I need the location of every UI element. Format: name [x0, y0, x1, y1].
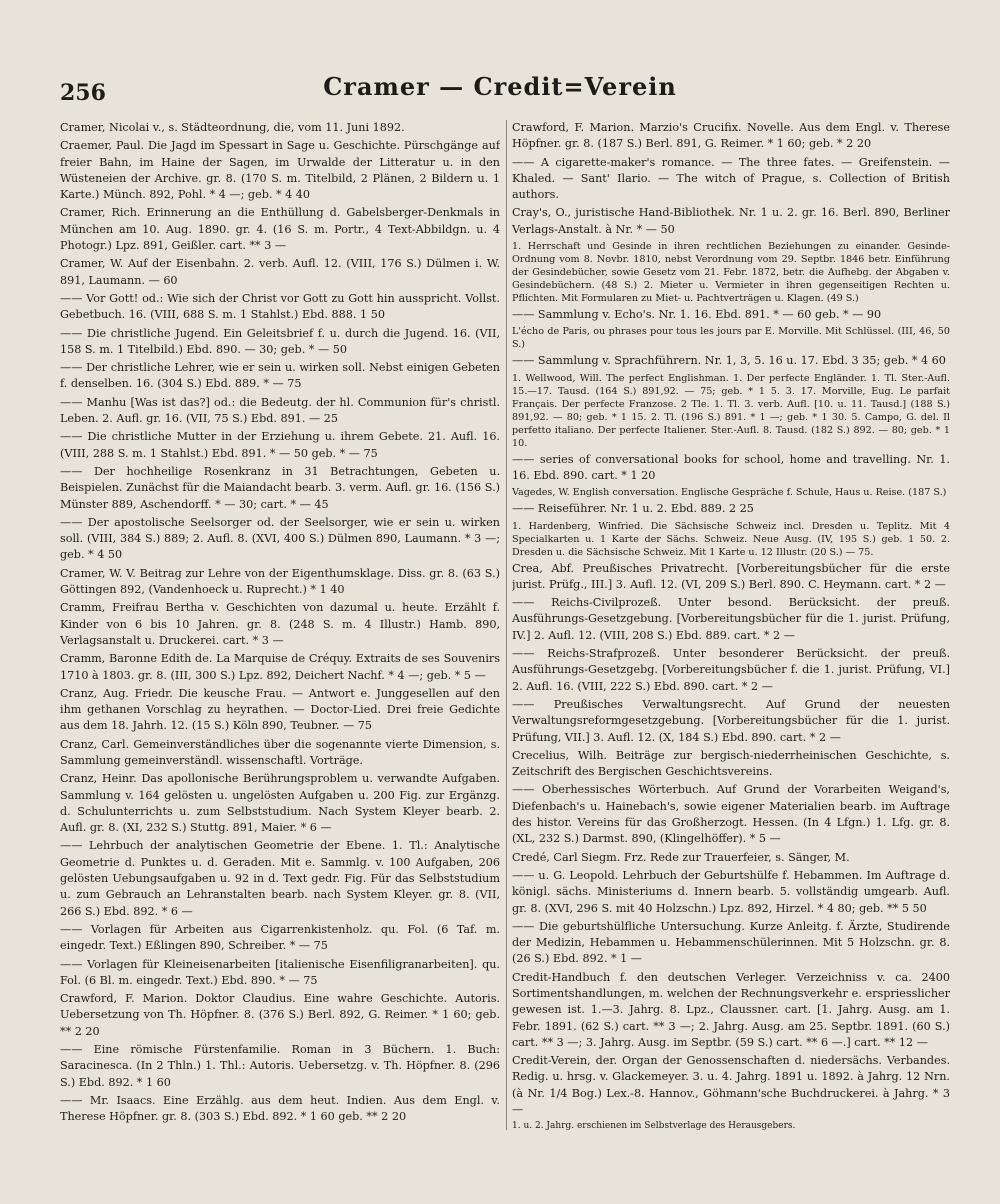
entry: Cranz, Carl. Gemeinverständliches über die sogenannte vierte Dimension, s. Sammlung gemeinverständl. wissenschaftl. Vorträge. — [60, 737, 500, 767]
right-column — [512, 120, 950, 1190]
entry: Cramer, W. Auf der Eisenbahn. 2. verb. Aufl. 12. (VIII, 176 S.) Dülmen i. W. 891, Laumann. — 60 — [60, 257, 500, 287]
entry: —— Oberhessisches Wörterbuch. Auf Grund der Vorarbeiten Weigand's, Diefenbach's u. Hainebach's, sowie eigener Materialien bearb. im Auftrage des histor. Vereins für das Großherzogt. Hessen. (In 4 Lfgn.) 1. Lfg. gr. 8. (XL, 232 S.) Darmst. 890, (Klingelhöffer). * 5 — — [512, 783, 950, 846]
entry: Credé, Carl Siegm. Frz. Rede zur Trauerfeier, s. Sänger, M. — [512, 850, 850, 864]
left-column — [60, 120, 500, 1190]
entry: —— Reichs-Civilprozeß. Unter besond. Berücksicht. der preuß. Ausführungs-Gesetzgebung. [Vorbereitungsbücher für die 1. jurist. Prüfung, IV.] 2. Aufl. 12. (VIII, 208 S.) Ebd. 889. cart. * 2 — — [512, 596, 950, 642]
entry: —— Der hochheilige Rosenkranz in 31 Betrachtungen, Gebeten u. Beispielen. Zunächst für die Maiandacht bearb. 3. verm. Aufl. gr. 16. (156 S.) Münster 889, Aschendorff. * — 30; cart. * — 45 — [60, 464, 500, 511]
entry: Cramer, Nicolai v., s. Städteordnung, die, vom 11. Juni 1892. — [60, 121, 405, 134]
column-divider — [506, 120, 507, 1130]
entry: Cray's, O., juristische Hand-Bibliothek. Nr. 1 u. 2. gr. 16. Berl. 890, Berliner Verlags-Anstalt. à Nr. * — 50 — [512, 206, 950, 236]
entry: —— A cigarette-maker's romance. — The three fates. — Greifenstein. — Khaled. — Sant' Ilario. — The witch of Prague, s. Collection of British authors. — [512, 155, 950, 202]
entry: Credit-Verein, der. Organ der Genossenschaften d. niedersächs. Verbandes. Redig. u. hrsg. v. Glackemeyer. 3. u. 4. Jahrg. 1891 u. 1892. à Jahrg. 12 Nrn. (à Nr. 1/4 Bog.) Lex.-8. Hannov., Göhmann'sche Buchdruckerei. à Jahrg. * 3 — — [512, 1054, 950, 1117]
entry: Crawford, F. Marion. Doktor Claudius. Eine wahre Geschichte. Autoris. Uebersetzung von Th. Höpfner. 8. (376 S.) Berl. 892, G. Reimer. * 1 60; geb. ** 2 20 — [60, 992, 500, 1038]
entry: Crecelius, Wilh. Beiträge zur bergisch-niederrheinischen Geschichte, s. Zeitschrift des Bergischen Geschichtsvereins. — [512, 748, 950, 779]
entry-subitems: Vagedes, W. English conversation. Englische Gespräche f. Schule, Haus u. Reise. (187 S.) — [512, 487, 947, 499]
entry: —— Vor Gott! od.: Wie sich der Christ vor Gott zu Gott hin ausspricht. Vollst. Gebetbuch. 16. (VIII, 688 S. m. 1 Stahlst.) Ebd. 888. 1 50 — [60, 291, 500, 322]
entry: Credit-Handbuch f. den deutschen Verleger. Verzeichniss v. ca. 2400 Sortimentshandlungen, m. welchen der Rechnungsverkehr e. erspriesslicher gewesen ist. 1.—3. Jahrg. 8. Lpz., Claussner. cart. [1. Jahrg. Ausg. am 1. Febr. 1891. (62 S.) cart. ** 3 —; 2. Jahrg. Ausg. am 25. Septbr. 1891. (60 S.) cart. ** 3 —; 3. Jahrg. Ausg. im Septbr. (59 S.) cart. ** 6 —.] cart. ** 12 — — [512, 970, 950, 1049]
entry: —— Lehrbuch der analytischen Geometrie der Ebene. 1. Tl.: Analytische Geometrie d. Punktes u. d. Geraden. Mit e. Sammlg. v. 100 Aufgaben, 206 gelösten Uebungsaufgaben u. 92 in d. Text gedr. Fig. Für das Selbststudium u. zum Gebrauch an Lehranstalten bearb. nach System Kleyer. gr. 8. (VII, 266 S.) Ebd. 892. * 6 — — [60, 839, 500, 918]
footnote: 1. u. 2. Jahrg. erschienen im Selbstverlage des Herausgebers. — [512, 1121, 796, 1132]
entry: —— Der apostolische Seelsorger od. der Seelsorger, wie er sein u. wirken soll. (VIII, 384 S.) 889; 2. Aufl. 8. (XVI, 400 S.) Dülmen 890, Laumann. * 3 —; geb. * 4 50 — [60, 515, 500, 562]
entry-subitems: 1. Herrschaft und Gesinde in ihren rechtlichen Beziehungen zu einander. Gesinde-Ordnung vom 8. Novbr. 1810, nebst Verordnung vom 29. Septbr. 1846 betr. Einführung der Gesindebücher, sowie Gesetz vom 21. Febr. 1872, betr. die Aufhebg. der Abgaben v. Gesindebüchern. (48 S.) 2. Mieter u. Vermieter in ihren gegenseitigen Rechten u. Pflichten. Mit Formularen zu Miet- u. Pachtverträgen u. Klagen. (49 S.) — [512, 241, 950, 305]
entry: Crea, Abf. Preußisches Privatrecht. [Vorbereitungsbücher für die erste jurist. Prüfg., III.] 3. Aufl. 12. (VI, 209 S.) Berl. 890. C. Heymann. cart. * 2 — — [512, 561, 950, 591]
entry: —— Preußisches Verwaltungsrecht. Auf Grund der neuesten Verwaltungsreformgesetzgebung. [Vorbereitungsbücher für die 1. jurist. Prüfung, VII.] 3. Aufl. 12. (X, 184 S.) Ebd. 890. cart. * 2 — — [512, 697, 950, 744]
entry-subitems: 1. Wellwood, Will. The perfect Englishman. 1. Der perfecte Engländer. 1. Tl. Ster.-Aufl. 15.—17. Tausd. (164 S.) 891,92. — 75; geb. * 1 5. 3. 17. Morville, Eug. Le parfait Français. Der perfecte Franzose. 2 Tle. 1. Tl. 3. verb. Aufl. [10. u. 11. Tausd.] (188 S.) 891,92. — 80; geb. * 1 15. 2. Tl. (196 S.) 891. * 1 —; geb. * 1 30. 5. Campo, G. del. Il perfetto italiano. Der perfecte Italiener. Ster.-Aufl. 8. Tausd. (182 S.) 892. — 80; geb. * 1 10. — [512, 372, 950, 449]
entry: —— u. G. Leopold. Lehrbuch der Geburtshülfe f. Hebammen. Im Auftrage d. königl. sächs. Ministeriums d. Innern bearb. 5. vollständig umgearb. Aufl. gr. 8. (XVI, 296 S. mit 40 Holzschn.) Lpz. 892, Hirzel. * 4 80; geb. ** 5 50 — [512, 868, 950, 915]
entry: —— Die geburtshülfliche Untersuchung. Kurze Anleitg. f. Ärzte, Studirende der Medizin, Hebammen u. Hebammenschülerinnen. Mit 5 Holzschn. gr. 8. (26 S.) Ebd. 892. * 1 — — [512, 919, 950, 966]
entry: —— Sammlung v. Sprachführern. Nr. 1, 3, 5. 16 u. 17. Ebd. 3 35; geb. * 4 60 — [512, 354, 946, 368]
entry-subitems: L'écho de Paris, ou phrases pour tous les jours par E. Morville. Mit Schlüssel. (III, 46, 50 S.) — [512, 326, 950, 351]
entry: Cranz, Aug. Friedr. Die keusche Frau. — Antwort e. Junggesellen auf den ihm gethanen Vorschlag zu heyrathen. — Doctor-Lied. Drei freie Gedichte aus dem 18. Jahrh. 12. (15 S.) Köln 890, Teubner. — 75 — [60, 686, 500, 733]
entry: Cranz, Heinr. Das apollonische Berührungsproblem u. verwandte Aufgaben. Sammlung v. 164 gelösten u. ungelösten Aufgaben u. 200 Fig. zur Ergänzg. d. Schulunterrichts u. zum Selbststudium. Nach System Kleyer bearb. 2. Aufl. gr. 8. (XI, 232 S.) Stuttg. 891, Maier. * 6 — — [60, 772, 500, 835]
entry: —— series of conversational books for school, home and travelling. Nr. 1. 16. Ebd. 890. cart. * 1 20 — [512, 452, 950, 482]
entry: —— Manhu [Was ist das?] od.: die Bedeutg. der hl. Communion für's christl. Leben. 2. Aufl. gr. 16. (VII, 75 S.) Ebd. 891. — 25 — [60, 395, 500, 426]
entry: Crawford, F. Marion. Marzio's Crucifix. Novelle. Aus dem Engl. v. Therese Höpfner. gr. 8. (187 S.) Berl. 891, G. Reimer. * 1 60; geb. * 2 20 — [512, 121, 950, 151]
entry: Cramm, Freifrau Bertha v. Geschichten von dazumal u. heute. Erzählt f. Kinder von 6 bis 10 Jahren. gr. 8. (248 S. m. 4 Illustr.) Hamb. 890, Verlagsanstalt u. Druckerei. cart. * 3 — — [60, 601, 500, 647]
entry: —— Die christliche Mutter in der Erziehung u. ihrem Gebete. 21. Aufl. 16. (VIII, 288 S. m. 1 Stahlst.) Ebd. 891. * — 50 geb. * — 75 — [60, 430, 500, 460]
entry: Cramer, Rich. Erinnerung an die Enthüllung d. Gabelsberger-Denkmals in München am 10. Aug. 1890. gr. 4. (16 S. m. Portr., 4 Text-Abbildgn. u. 4 Photogr.) Lpz. 891, Geißler. cart. ** 3 — — [60, 206, 500, 253]
entry: Craemer, Paul. Die Jagd im Spessart in Sage u. Geschichte. Pürschgänge auf freier Bahn, im Haine der Sagen, im Urwalde der Litteratur u. in den Wüsteneien der Archive. gr. 8. (170 S. m. Titelbild, 2 Plänen, 2 Bildern u. 1 Karte.) Münch. 892, Pohl. * 4 —; geb. * 4 40 — [60, 139, 500, 202]
entry: Cramer, W. V. Beitrag zur Lehre von der Eigenthumsklage. Diss. gr. 8. (63 S.) Göttingen 892, (Vandenhoeck u. Ruprecht.) * 1 40 — [60, 566, 500, 597]
entry: —— Reichs-Strafprozeß. Unter besonderer Berücksicht. der preuß. Ausführungs-Gesetzgebg. [Vorbereitungsbücher f. die 1. jurist. Prüfung, VI.] 2. Aufl. 16. (VIII, 222 S.) Ebd. 890. cart. * 2 — — [512, 647, 950, 693]
entry: Cramm, Baronne Edith de. La Marquise de Créquy. Extraits de ses Souvenirs 1710 à 1803. gr. 8. (III, 300 S.) Lpz. 892, Deichert Nachf. * 4 —; geb. * 5 — — [60, 652, 500, 682]
entry: —— Mr. Isaacs. Eine Erzählg. aus dem heut. Indien. Aus dem Engl. v. Therese Höpfner. gr. 8. (303 S.) Ebd. 892. * 1 60 geb. ** 2 20 — [60, 1093, 500, 1124]
entry: —— Die christliche Jugend. Ein Geleitsbrief f. u. durch die Jugend. 16. (VII, 158 S. m. 1 Titelbild.) Ebd. 890. — 30; geb. * — 50 — [60, 326, 500, 356]
entry: —— Vorlagen für Kleineisenarbeiten [italienische Eisenfiligranarbeiten]. qu. Fol. (6 Bl. m. eingedr. Text.) Ebd. 890. * — 75 — [60, 957, 500, 987]
entry: —— Der christliche Lehrer, wie er sein u. wirken soll. Nebst einigen Gebeten f. denselben. 16. (304 S.) Ebd. 889. * — 75 — [60, 361, 500, 391]
running-head: Cramer — Credit=Verein — [323, 72, 677, 101]
entry: —— Sammlung v. Echo's. Nr. 1. 16. Ebd. 891. * — 60 geb. * — 90 — [512, 308, 882, 322]
entry: —— Eine römische Fürstenfamilie. Roman in 3 Büchern. 1. Buch: Saracinesca. (In 2 Thln.) 1. Thl.: Autoris. Uebersetzg. v. Th. Höpfner. 8. (296 S.) Ebd. 892. * 1 60 — [60, 1043, 500, 1089]
entry: —— Vorlagen für Arbeiten aus Cigarrenkistenholz. qu. Fol. (6 Taf. m. eingedr. Text.) Eßlingen 890, Schreiber. * — 75 — [60, 922, 500, 953]
page-number: 256 — [60, 80, 106, 106]
entry: —— Reiseführer. Nr. 1 u. 2. Ebd. 889. 2 25 — [512, 502, 754, 516]
entry-subitems: 1. Hardenberg, Winfried. Die Sächsische Schweiz incl. Dresden u. Teplitz. Mit 4 Specialkarten u. 1 Karte der Sächs. Schweiz. Neue Ausg. (IV, 195 S.) geb. 1 50. 2. Dresden u. die Sächsische Schweiz. Mit 1 Karte u. 12 Illustr. (20 S.) — 75. — [512, 520, 950, 558]
